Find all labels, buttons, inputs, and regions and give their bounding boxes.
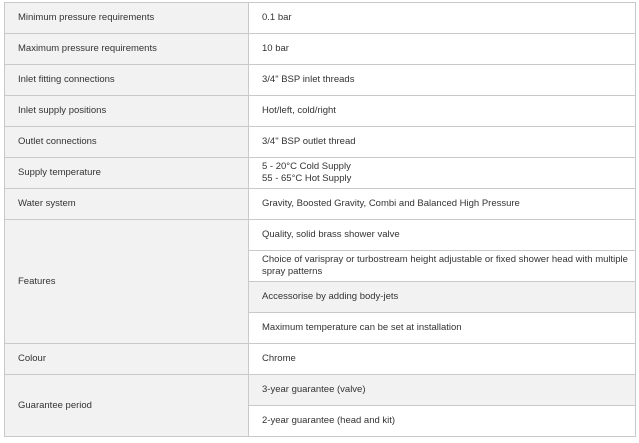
table-row: [5, 375, 636, 406]
row-value: 3/4" BSP inlet threads: [249, 65, 636, 96]
table-row: [5, 3, 636, 34]
table-row: [5, 189, 636, 220]
table-row: [5, 96, 636, 127]
feature-item: Accessorise by adding body-jets: [249, 282, 636, 313]
hot-supply-text: 55 - 65°C Hot Supply: [262, 173, 352, 184]
feature-item: Choice of varispray or turbostream height adjustable or fixed shower head with multiple spray patterns: [249, 251, 636, 282]
row-label: Outlet connections: [5, 127, 249, 158]
guarantee-item: 3-year guarantee (valve): [249, 375, 636, 406]
table-row: [5, 65, 636, 96]
table-row: [5, 34, 636, 65]
row-value: Chrome: [249, 344, 636, 375]
table-row: [5, 344, 636, 375]
row-label: Inlet fitting connections: [5, 65, 249, 96]
specification-table: [4, 2, 636, 437]
row-value: [249, 158, 636, 189]
feature-item: Maximum temperature can be set at installation: [249, 313, 636, 344]
feature-item: Quality, solid brass shower valve: [249, 220, 636, 251]
row-label: Inlet supply positions: [5, 96, 249, 127]
row-label: Colour: [5, 344, 249, 375]
row-label: Features: [5, 220, 249, 344]
table-row: [5, 127, 636, 158]
row-label: Water system: [5, 189, 249, 220]
guarantee-item: 2-year guarantee (head and kit): [249, 406, 636, 437]
table-row: [5, 158, 636, 189]
row-label: Supply temperature: [5, 158, 249, 189]
row-value: 3/4" BSP outlet thread: [249, 127, 636, 158]
row-label: Guarantee period: [5, 375, 249, 437]
table-row: [5, 220, 636, 251]
row-value: 0.1 bar: [249, 3, 636, 34]
row-label: Minimum pressure requirements: [5, 3, 249, 34]
row-value: Hot/left, cold/right: [249, 96, 636, 127]
row-value: Gravity, Boosted Gravity, Combi and Balanced High Pressure: [249, 189, 636, 220]
cold-supply-text: 5 - 20°C Cold Supply: [262, 161, 351, 172]
row-label: Maximum pressure requirements: [5, 34, 249, 65]
row-value: 10 bar: [249, 34, 636, 65]
